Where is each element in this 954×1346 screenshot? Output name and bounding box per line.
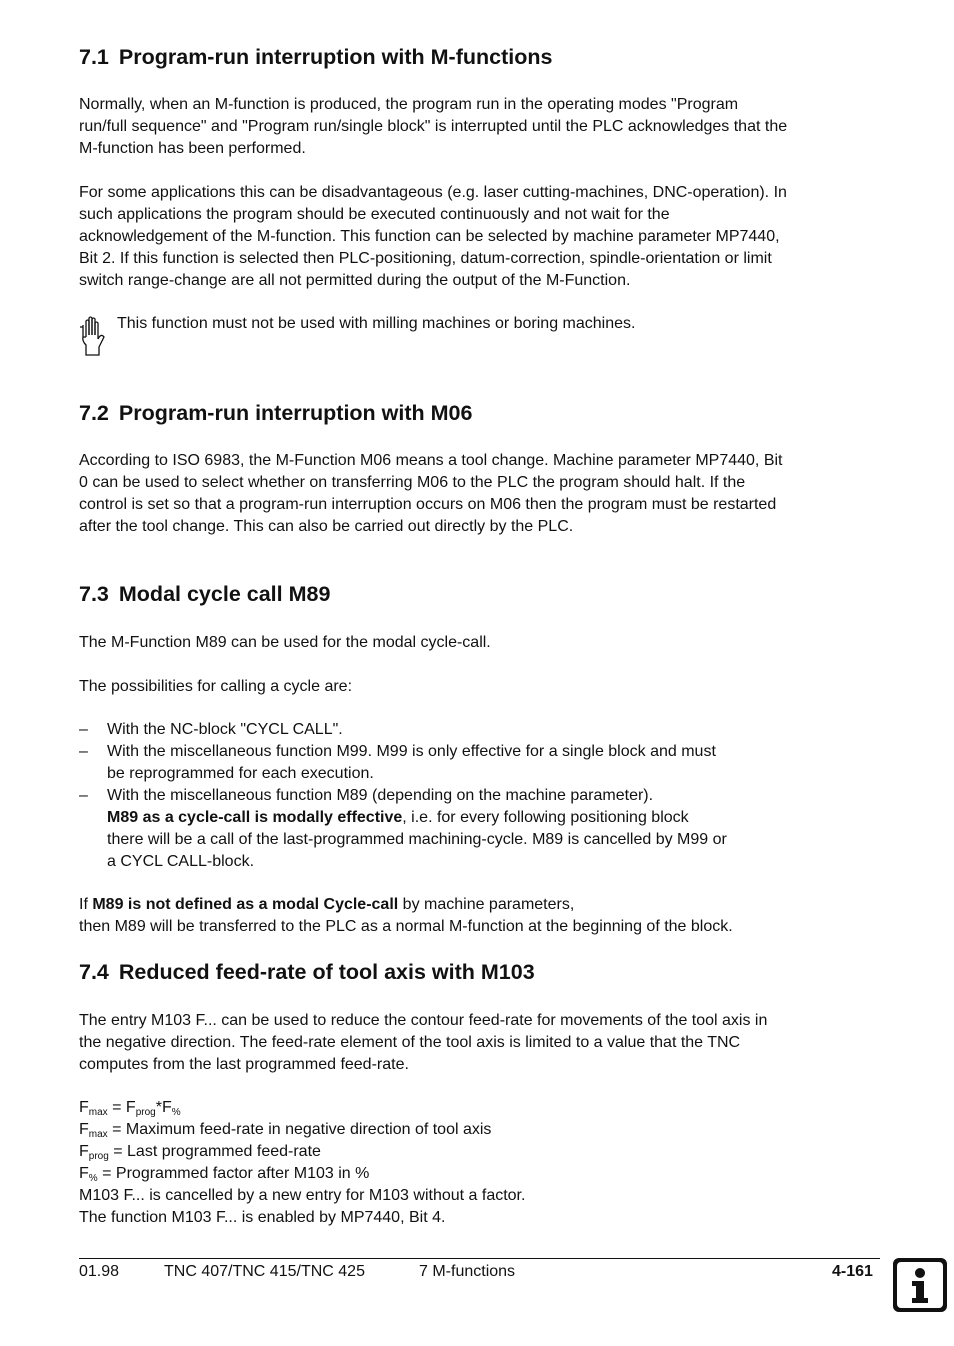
list-item: – With the miscellaneous function M89 (depending on the machine parameter). M89 as a cycle-call is modally effective, i.e. for every following positioning block there will be a call of the last-programmed machining-cycle. M89 is cancelled by M99 or a CYCL CALL-block. xyxy=(79,787,727,870)
footer-date: 01.98 xyxy=(79,1263,120,1280)
paragraph: The possibilities for calling a cycle are: xyxy=(79,678,353,695)
list-item: – With the NC-block "CYCL CALL". xyxy=(79,721,343,738)
paragraph: For some applications this can be disadvantageous (e.g. laser cutting-machines, DNC-operation). In such applications the program should be executed continuously and not wait for the acknowledgement of the M-function. This function can be selected by machine parameter MP7440, Bit 2. If this function is selected then PLC-positioning, datum-correction, spindle-orientation or limit switch range-change are all not permitted during the output of the M-Function. xyxy=(79,184,787,289)
paragraph: The M-Function M89 can be used for the modal cycle-call. xyxy=(79,634,491,651)
definition: $F_{max}$ = Maximum feed-rate in negative direction of tool axis xyxy=(79,1121,492,1140)
hand-note-icon xyxy=(79,313,107,357)
formula-block: $F_{max} = F_{prog}*F_{\%}$ $F_{max}$ = Maximum feed-rate in negative direction of tool axis $F_{prog}$ = Last programmed feed-rate $F_{\%}$ = Programmed factor after M103 in % M103 F... is cancelled by a new entry for M103 without a factor. The function M103 F... is enabled by MP7440, Bit 4. xyxy=(79,1097,879,1229)
info-icon xyxy=(893,1258,947,1312)
paragraph: Normally, when an M-function is produced, the program run in the operating modes "Program run/full sequence" and "Program run/single block" is interrupted until the PLC acknowledges that the M-function has been performed. xyxy=(79,96,788,157)
footer-rule xyxy=(79,1258,880,1259)
definition: $F_{prog}$ = Last programmed feed-rate xyxy=(79,1143,321,1162)
section-heading-7-2: 7.2 Program-run interruption with M06 xyxy=(79,401,473,425)
section-heading-7-1: 7.1 Program-run interruption with M-functions xyxy=(79,45,553,69)
section-heading-7-4: 7.4 Reduced feed-rate of tool axis with M103 xyxy=(79,960,535,984)
page-number: 4-161 xyxy=(832,1263,873,1280)
definition: $F_{\%}$ = Programmed factor after M103 in % xyxy=(79,1165,370,1184)
footer-chapter: 7 M-functions xyxy=(419,1263,516,1280)
footer-models: TNC 407/TNC 415/TNC 425 xyxy=(164,1263,365,1280)
section-heading-7-3: 7.3 Modal cycle call M89 xyxy=(79,582,331,606)
paragraph: If M89 is not defined as a modal Cycle-call by machine parameters, then M89 will be transferred to the PLC as a normal M-function at the beginning of the block. xyxy=(79,896,733,935)
paragraph: According to ISO 6983, the M-Function M06 means a tool change. Machine parameter MP7440, Bit 0 can be used to select whether on transferring M06 to the PLC the program should halt. If the control is set so that a program-run interruption occurs on M06 then the program must be restarted after the tool change. This can also be carried out directly by the PLC. xyxy=(79,452,783,535)
list-item: – With the miscellaneous function M99. M99 is only effective for a single block and must be reprogrammed for each execution. xyxy=(79,743,716,782)
note-text: This function must not be used with milling machines or boring machines. xyxy=(117,315,636,332)
paragraph: The entry M103 F... can be used to reduce the contour feed-rate for movements of the tool axis in the negative direction. The feed-rate element of the tool axis is limited to a value that the TNC computes from the last programmed feed-rate. xyxy=(79,1012,768,1073)
formula: $F_{max} = F_{prog}*F_{\%}$ xyxy=(79,1099,181,1118)
